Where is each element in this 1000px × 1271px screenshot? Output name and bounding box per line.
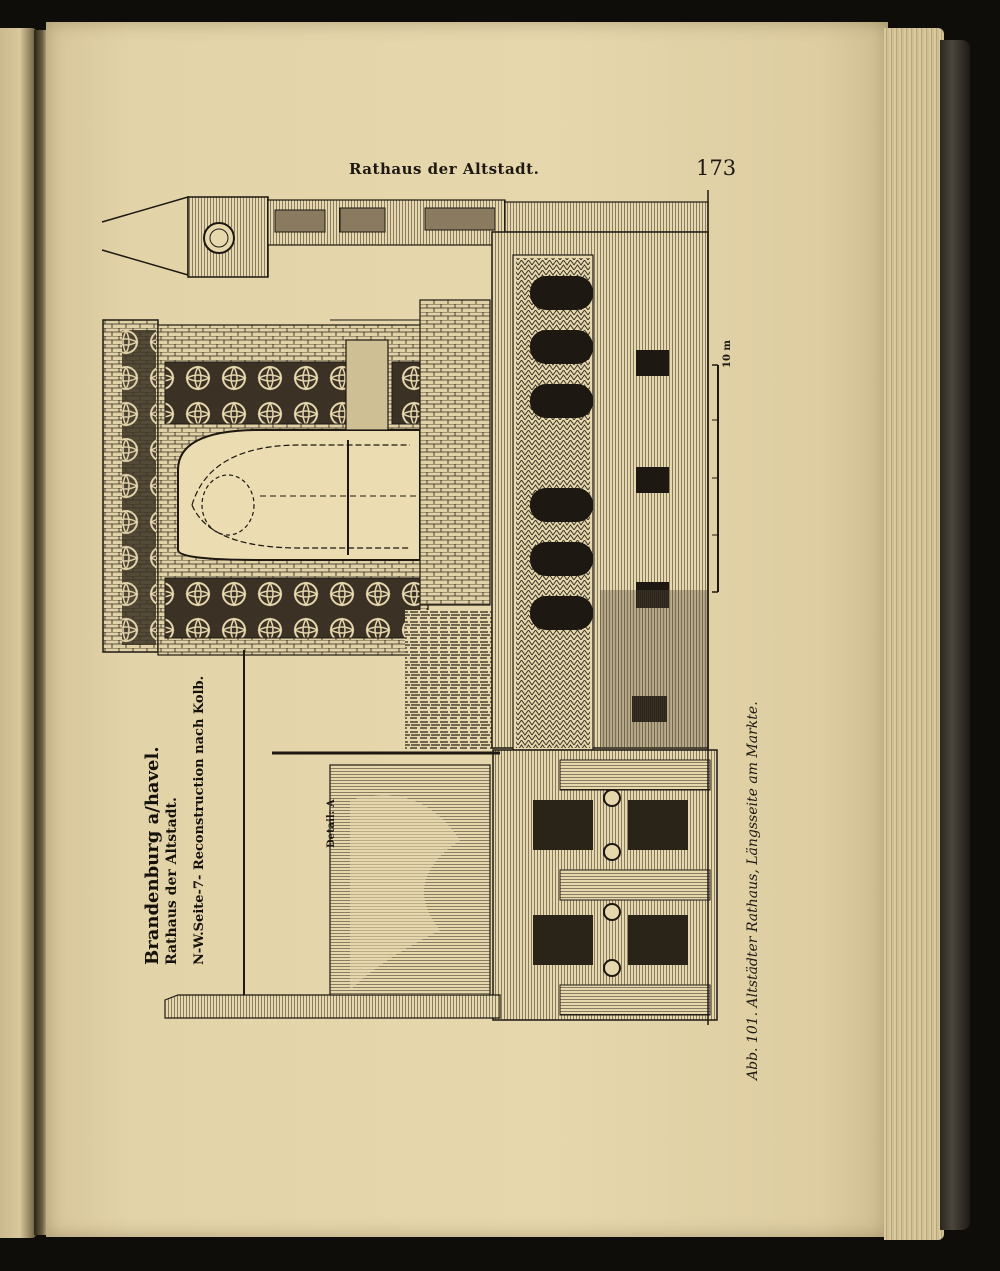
running-head: Rathaus der Altstadt.	[349, 160, 540, 178]
figure-inscription-line2: Rathaus der Altstadt.	[164, 797, 180, 965]
scale-label: 10 m	[722, 340, 733, 368]
page-number: 173	[696, 156, 737, 180]
scale-bar	[712, 365, 718, 592]
main-facade	[492, 232, 708, 750]
figure-caption: Abb. 101. Altstädter Rathaus, Längsseite am Markte.	[745, 701, 761, 1080]
figure-inscription-line3: N-W.Seite-7- Reconstruction nach Kolb.	[192, 675, 207, 965]
detail-label: Detail: A	[326, 799, 337, 848]
figure-inscription-line1: Brandenburg a/havel.	[142, 746, 163, 965]
gable-detail	[103, 300, 495, 750]
